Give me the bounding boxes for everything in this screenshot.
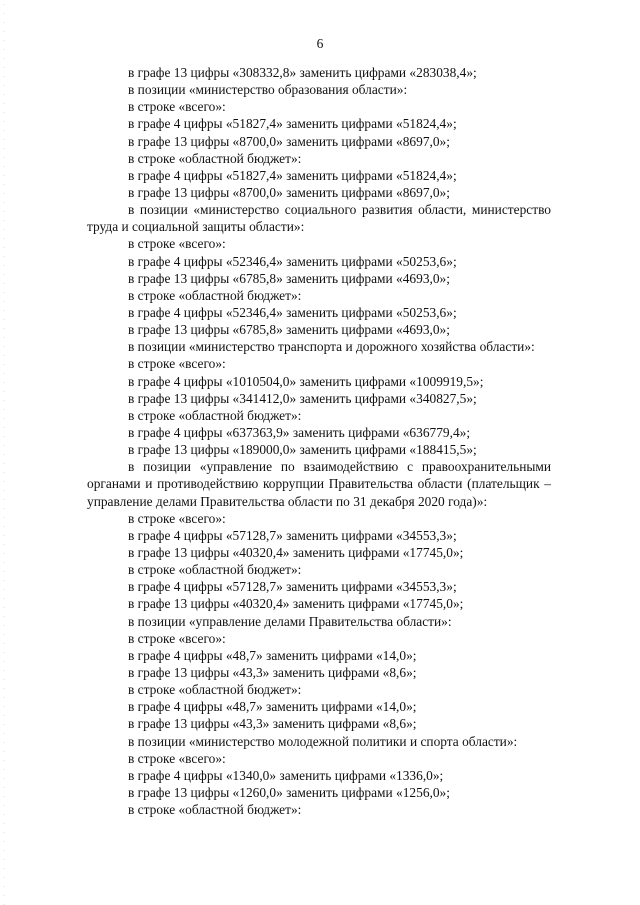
text-line: в графе 4 цифры «57128,7» заменить цифрами «34553,3»; xyxy=(128,579,457,595)
text-line: в графе 4 цифры «51827,4» заменить цифрами «51824,4»; xyxy=(128,116,457,132)
text-line: в строке «областной бюджет»: xyxy=(128,287,302,303)
text-line: в графе 4 цифры «48,7» заменить цифрами «14,0»; xyxy=(128,647,417,663)
text-line: в строке «областной бюджет»: xyxy=(128,802,302,818)
text-line: в графе 13 цифры «189000,0» заменить цифрами «188415,5»; xyxy=(128,442,477,458)
page-number: 6 xyxy=(316,36,324,51)
text-line: в строке «областной бюджет»: xyxy=(128,682,302,698)
text-line: в графе 4 цифры «1340,0» заменить цифрами «1336,0»; xyxy=(128,767,444,783)
text-line: в графе 4 цифры «52346,4» заменить цифрами «50253,6»; xyxy=(128,305,457,320)
document-body xyxy=(87,64,592,818)
text-line: в графе 4 цифры «637363,9» заменить цифрами «636779,4»; xyxy=(128,424,471,440)
text-line: в графе 13 цифры «6785,8» заменить цифрами «4693,0»; xyxy=(128,322,450,338)
text-line: в строке «всего»: xyxy=(128,236,226,252)
text-line: в графе 13 цифры «40320,4» заменить цифрами «17745,0»; xyxy=(128,596,464,612)
text-line: в графе 13 цифры «341412,0» заменить цифрами «340827,5»; xyxy=(128,390,477,406)
paragraph-law-enforcement: в позиции «управление по взаимодействию с правоохранительными органами и противодействию коррупции Правительства области (плательщик – управление делами Правительства области по 31 декабря 2020 года)»: xyxy=(87,459,551,509)
text-line: в строке «всего»: xyxy=(128,356,226,372)
text-line: в строке «областной бюджет»: xyxy=(128,150,302,166)
text-line: в позиции «министерство образования области»: xyxy=(128,82,408,98)
text-line: в позиции «управление делами Правительства области»: xyxy=(128,613,452,629)
text-line: в строке «всего»: xyxy=(128,510,226,526)
text-line: в графе 4 цифры «1010504,0» заменить цифрами «1009919,5»; xyxy=(128,373,484,389)
text-line: в строке «областной бюджет»: xyxy=(128,407,302,423)
text-line: в строке «всего»: xyxy=(128,750,226,766)
text-line: в графе 13 цифры «6785,8» заменить цифрами «4693,0»; xyxy=(128,270,450,286)
text-line: в строке «всего»: xyxy=(128,630,226,646)
scan-edge-artifact xyxy=(3,0,5,905)
text-line: в графе 4 цифры «57128,7» заменить цифрами «34553,3»; xyxy=(128,527,457,543)
text-line: в графе 13 цифры «1260,0» заменить цифрами «1256,0»; xyxy=(128,784,450,800)
paragraph-social-development: в позиции «министерство социального развития области, министерство труда и социальной защиты области»: xyxy=(87,202,551,235)
text-line: в графе 4 цифры «52346,4» заменить цифрами «50253,6»; xyxy=(128,253,457,269)
text-line: в позиции «министерство молодежной политики и спорта области»: xyxy=(128,733,518,749)
text-line: в графе 13 цифры «8700,0» заменить цифрами «8697,0»; xyxy=(128,133,450,149)
text-line: в строке «областной бюджет»: xyxy=(128,562,302,578)
text-line: в позиции «министерство транспорта и дорожного хозяйства области»: xyxy=(128,339,535,355)
text-line: в графе 13 цифры «308332,8» заменить цифрами «283038,4»; xyxy=(128,65,477,80)
text-line: в графе 13 цифры «8700,0» заменить цифрами «8697,0»; xyxy=(128,184,450,200)
text-line: в графе 13 цифры «43,3» заменить цифрами «8,6»; xyxy=(128,665,417,680)
text-line: в графе 13 цифры «43,3» заменить цифрами «8,6»; xyxy=(128,716,417,732)
text-line: в графе 13 цифры «40320,4» заменить цифрами «17745,0»; xyxy=(128,545,464,561)
text-line: в графе 4 цифры «48,7» заменить цифрами «14,0»; xyxy=(128,699,417,715)
text-line: в графе 4 цифры «51827,4» заменить цифрами «51824,4»; xyxy=(128,167,457,183)
text-line: в строке «всего»: xyxy=(128,99,226,115)
